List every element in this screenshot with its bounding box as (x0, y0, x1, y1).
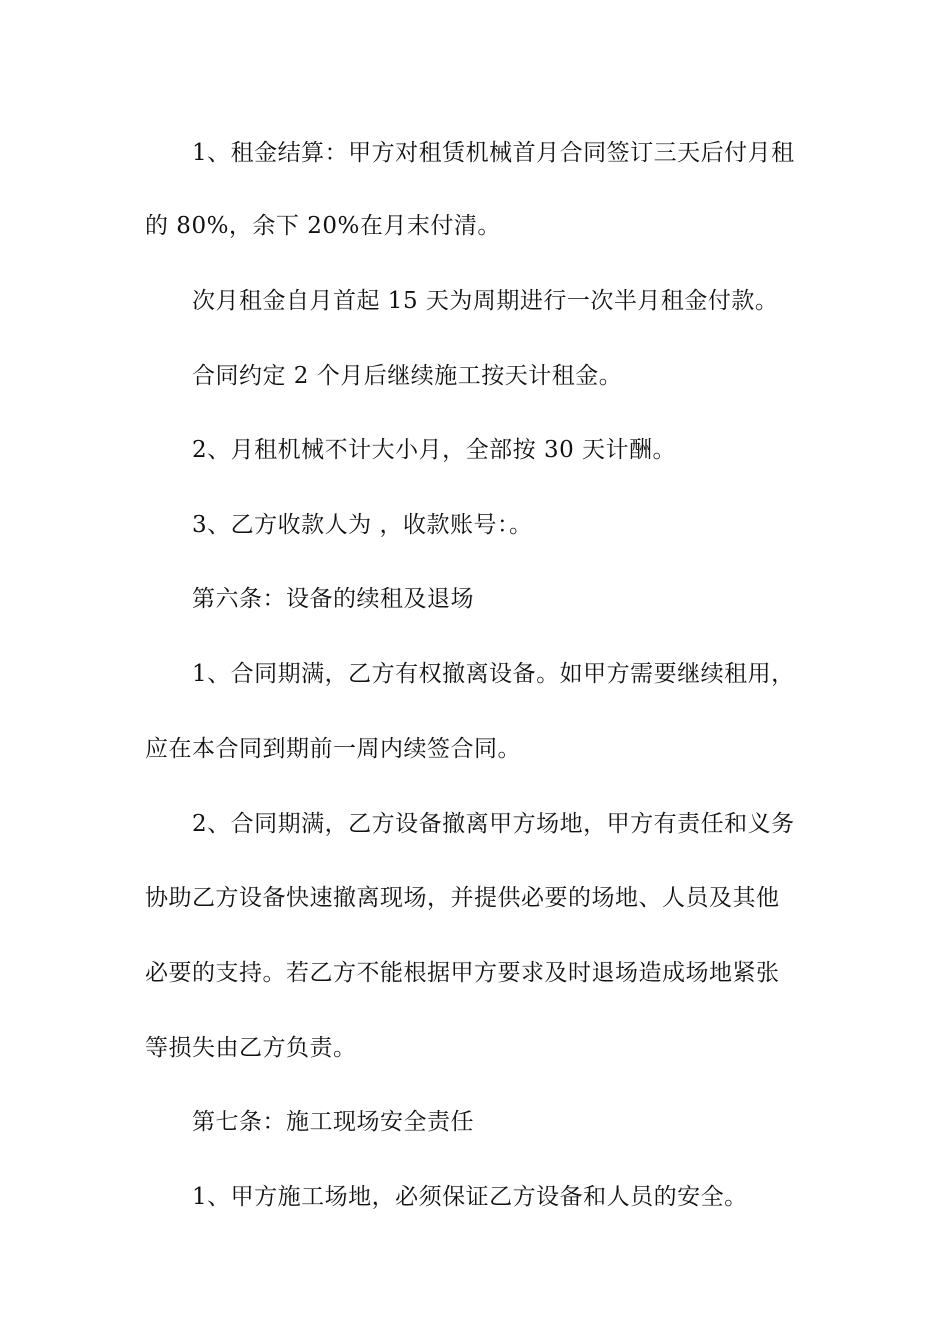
clause-exit-line-2: 协助乙方设备快速撤离现场，并提供必要的场地、人员及其他 (145, 885, 780, 911)
contract-daily-rent-paragraph: 合同约定 2 个月后继续施工按天计租金。 (192, 363, 623, 389)
clause-renewal-line-2: 应在本合同到期前一周内续签合同。 (145, 736, 521, 762)
clause-exit-line-3: 必要的支持。若乙方不能根据甲方要求及时退场造成场地紧张 (145, 960, 780, 986)
clause-site-safety-paragraph: 1、甲方施工场地，必须保证乙方设备和人员的安全。 (192, 1184, 748, 1210)
clause-exit-line-1: 2、合同期满，乙方设备撤离甲方场地，甲方有责任和义务 (192, 811, 795, 837)
clause-rent-settlement-line-2: 的 80%，余下 20%在月末付清。 (145, 213, 501, 239)
article-six-heading: 第六条：设备的续租及退场 (192, 586, 474, 612)
clause-payee-paragraph: 3、乙方收款人为 ，收款账号：。 (192, 512, 533, 538)
clause-monthly-rent-paragraph: 2、月租机械不计大小月，全部按 30 天计酬。 (192, 437, 677, 463)
clause-rent-settlement-line-1: 1、租金结算：甲方对租赁机械首月合同签订三天后付月租 (192, 140, 795, 166)
clause-exit-line-4: 等损失由乙方负责。 (145, 1035, 357, 1061)
clause-renewal-line-1: 1、合同期满，乙方有权撤离设备。如甲方需要继续租用， (192, 661, 795, 687)
next-month-rent-paragraph: 次月租金自月首起 15 天为周期进行一次半月租金付款。 (192, 288, 779, 314)
article-seven-heading: 第七条：施工现场安全责任 (192, 1109, 474, 1135)
